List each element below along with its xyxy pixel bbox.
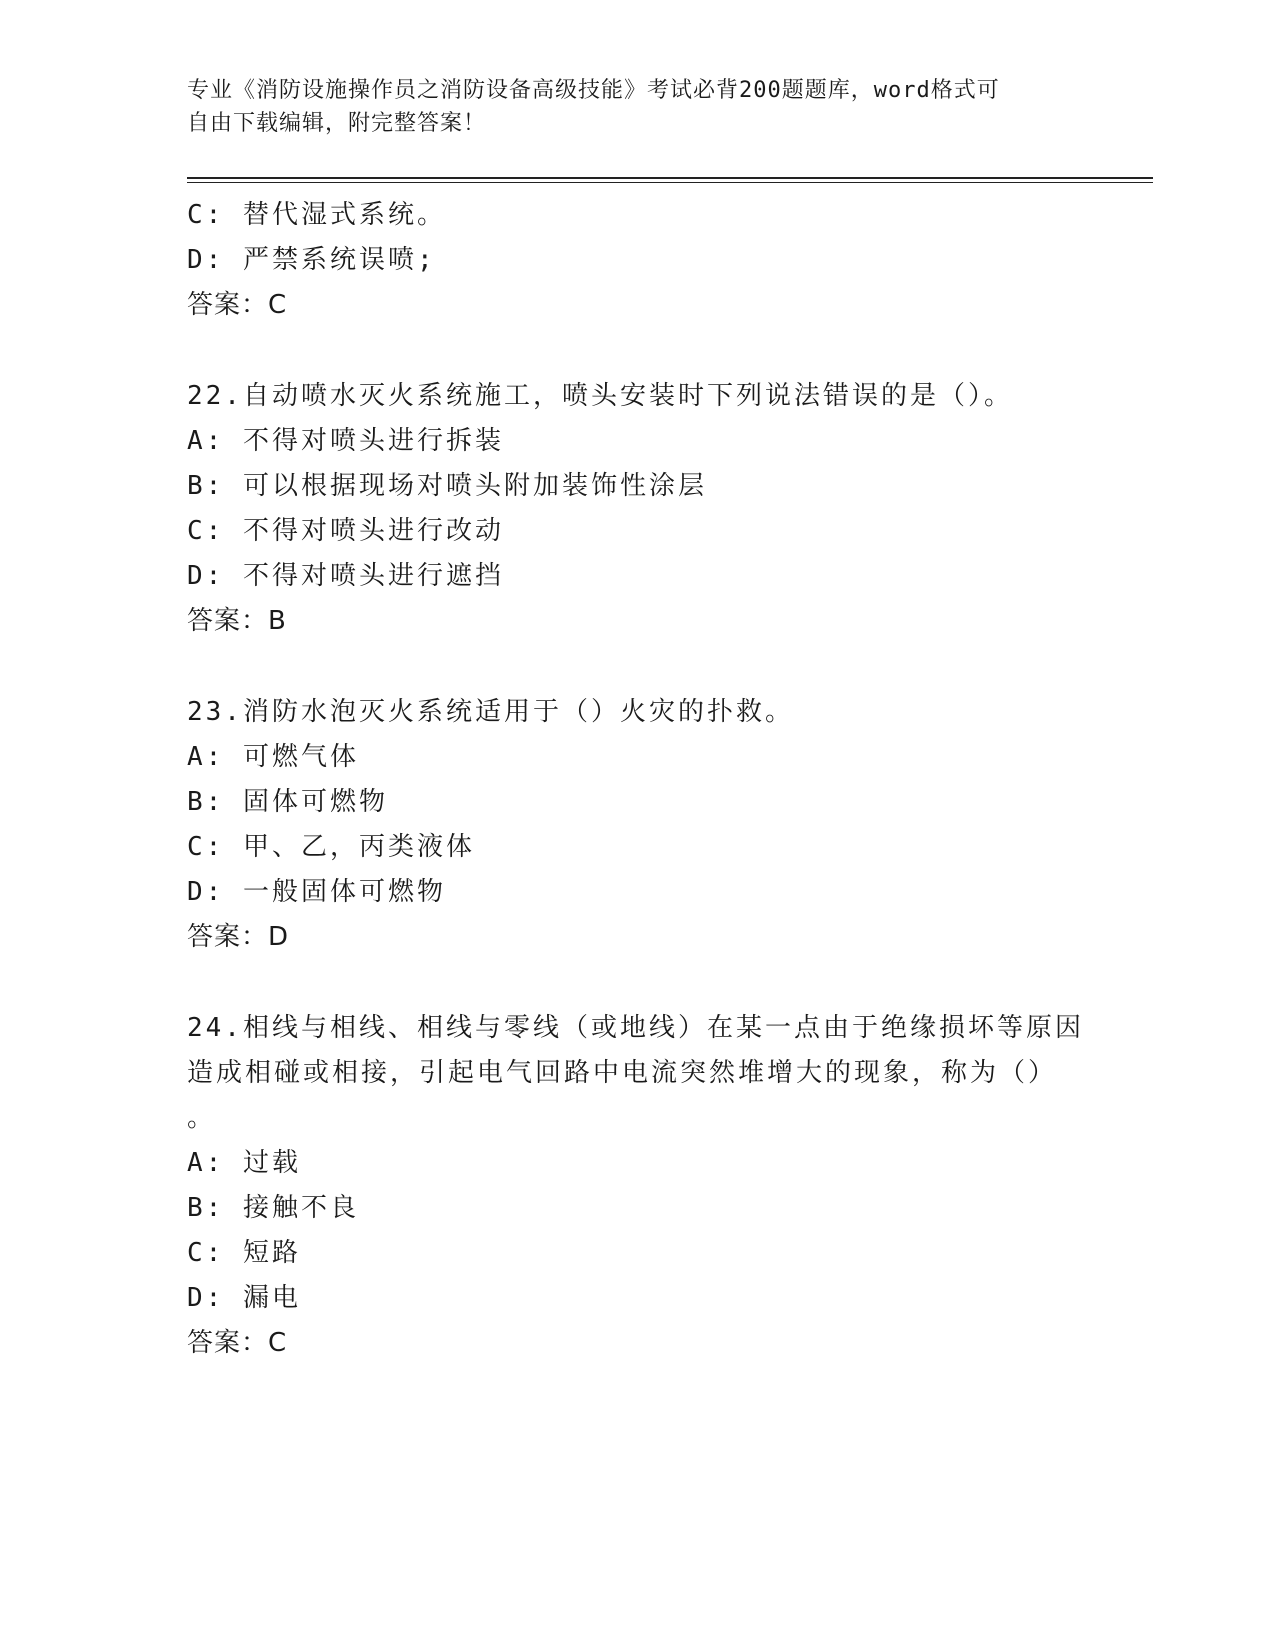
answer-line: 答案：B: [187, 606, 287, 636]
option-c: C: 短路: [187, 1238, 301, 1268]
question-stem-line-1: 24.相线与相线、相线与零线（或地线）在某一点由于绝缘损坏等原因: [187, 1013, 1084, 1043]
question-stem-line-2: 造成相碰或相接，引起电气回路中电流突然堆增大的现象，称为（）: [187, 1058, 1058, 1088]
question-stem: 23.消防水泡灭火系统适用于（）火灾的扑救。: [187, 697, 794, 727]
option-d: D: 漏电: [187, 1283, 301, 1313]
header-divider-thick: [187, 177, 1153, 179]
answer-line: 答案：C: [187, 290, 288, 320]
spacer: [187, 960, 1087, 1006]
question-list: [187, 193, 1087, 1366]
option-b: B: 可以根据现场对喷头附加装饰性涂层: [187, 471, 707, 501]
option-a: A: 不得对喷头进行拆装: [187, 426, 504, 456]
question-24: [187, 1006, 1087, 1366]
question-21-tail: [187, 193, 1087, 328]
option-c: C: 替代湿式系统。: [187, 200, 446, 230]
question-stem-line-3: 。: [187, 1103, 217, 1133]
header-divider-thin: [187, 182, 1153, 183]
question-stem: 22.自动喷水灭火系统施工，喷头安装时下列说法错误的是（）。: [187, 381, 1013, 411]
question-23: [187, 690, 1087, 960]
option-d: D: 不得对喷头进行遮挡: [187, 561, 504, 591]
option-c: C: 不得对喷头进行改动: [187, 516, 504, 546]
answer-line: 答案：D: [187, 922, 290, 952]
option-b: B: 接触不良: [187, 1193, 359, 1223]
spacer: [187, 644, 1087, 690]
option-c: C: 甲、乙，丙类液体: [187, 832, 475, 862]
question-22: [187, 374, 1087, 644]
spacer: [187, 328, 1087, 374]
answer-line: 答案：C: [187, 1328, 288, 1358]
header-title-line-1: 专业《消防设施操作员之消防设备高级技能》考试必背200题题库，word格式可: [187, 78, 1000, 103]
header-title-line-2: 自由下载编辑，附完整答案！: [187, 111, 487, 136]
option-d: D: 一般固体可燃物: [187, 877, 446, 907]
option-b: B: 固体可燃物: [187, 787, 388, 817]
option-a: A: 可燃气体: [187, 742, 359, 772]
document-header: [187, 74, 1087, 140]
option-d: D: 严禁系统误喷;: [187, 245, 436, 275]
option-a: A: 过载: [187, 1148, 301, 1178]
